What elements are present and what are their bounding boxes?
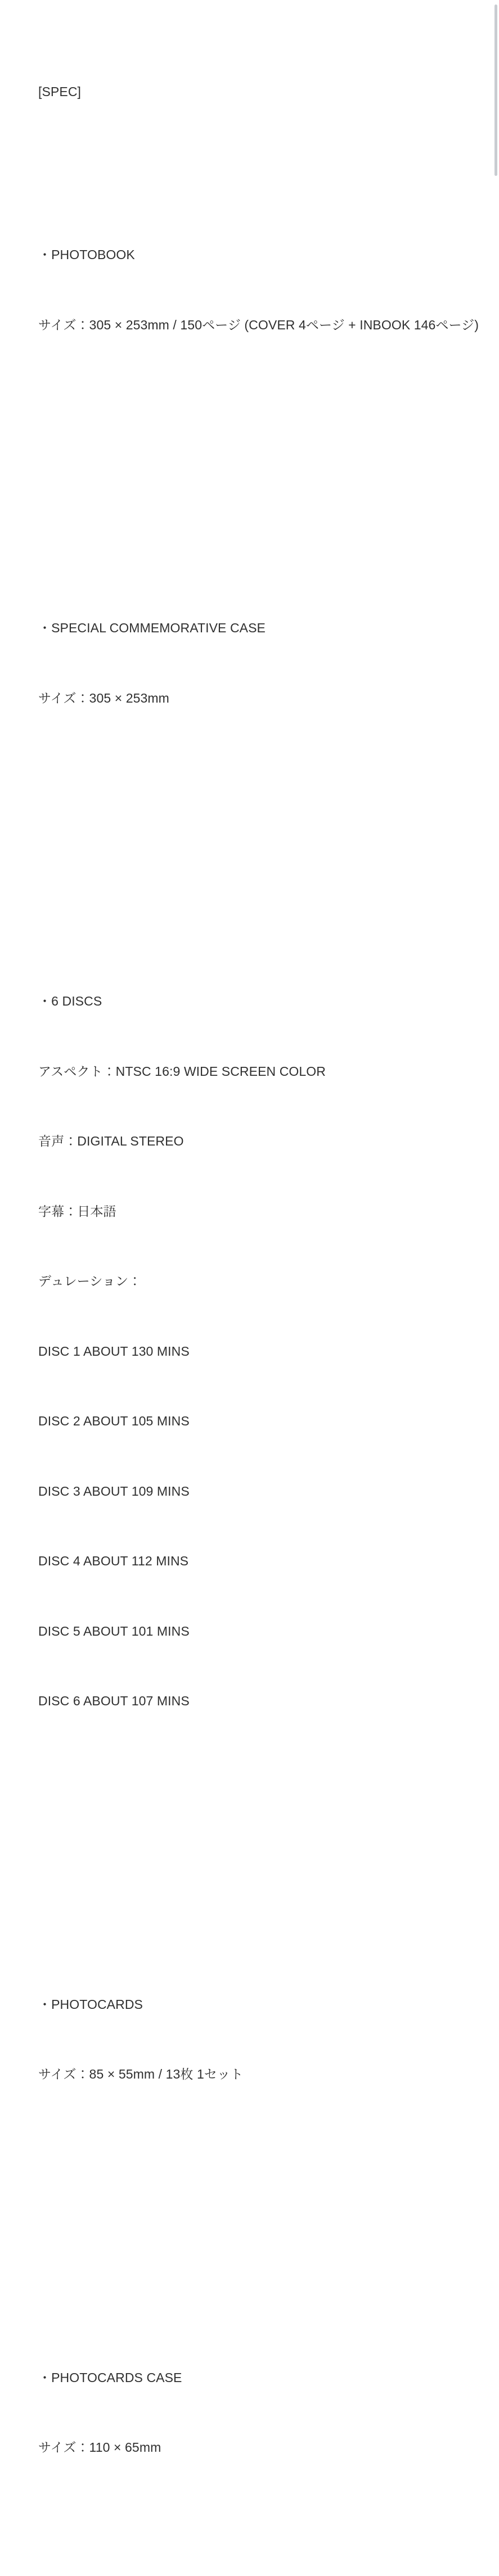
section-line-photocards-size: サイズ：85 × 55mm / 13枚 1セット — [38, 2067, 244, 2081]
section-bullet-photocards-case: ・PHOTOCARDS CASE — [38, 2370, 182, 2385]
spec-text-block — [38, 10, 482, 2576]
spacer-2 — [38, 827, 482, 850]
spacer-1 — [38, 454, 482, 477]
section-line-disc-aspect: アスペクト：NTSC 16:9 WIDE SCREEN COLOR — [38, 1063, 326, 1079]
spec-section-discs — [38, 943, 482, 1760]
section-line-disc-5: DISC 5 ABOUT 101 MINS — [38, 1623, 190, 1638]
section-line-disc-4: DISC 4 ABOUT 112 MINS — [38, 1554, 189, 1568]
section-line-disc-duration-label: デュレーション： — [38, 1274, 142, 1288]
section-bullet-photocards: ・PHOTOCARDS — [38, 1996, 143, 2012]
section-line-disc-subtitle: 字幕：日本語 — [38, 1203, 116, 1219]
spec-heading: [SPEC] — [38, 84, 82, 99]
section-line-disc-6: DISC 6 ABOUT 107 MINS — [38, 1694, 190, 1708]
section-line-photobook-size: サイズ：305 × 253mm / 150ページ (COVER 4ページ + INBOOK 146ページ) — [38, 317, 479, 332]
spec-section-photocards — [38, 1946, 482, 2133]
section-bullet-special-case: ・SPECIAL COMMEMORATIVE CASE — [38, 621, 266, 635]
section-line-special-case-size: サイズ：305 × 253mm — [38, 690, 169, 705]
spec-section-photocards-case — [38, 2320, 482, 2506]
page-scrollbar-thumb[interactable] — [494, 4, 497, 176]
spacer-3 — [38, 1830, 482, 1853]
section-line-disc-2: DISC 2 ABOUT 105 MINS — [38, 1414, 190, 1428]
section-line-photocards-case-size: サイズ：110 × 65mm — [38, 2440, 161, 2455]
page-scrollbar[interactable] — [494, 0, 497, 607]
section-line-disc-3: DISC 3 ABOUT 109 MINS — [38, 1483, 190, 1498]
spacer-4 — [38, 2203, 482, 2226]
section-bullet-photobook: ・PHOTOBOOK — [38, 247, 135, 262]
section-line-disc-audio: 音声：DIGITAL STEREO — [38, 1134, 184, 1148]
section-line-disc-1: DISC 1 ABOUT 130 MINS — [38, 1343, 190, 1359]
spec-section-photobook — [38, 197, 482, 383]
spec-section-special-case — [38, 570, 482, 757]
section-bullet-discs: ・6 DISCS — [38, 994, 102, 1008]
